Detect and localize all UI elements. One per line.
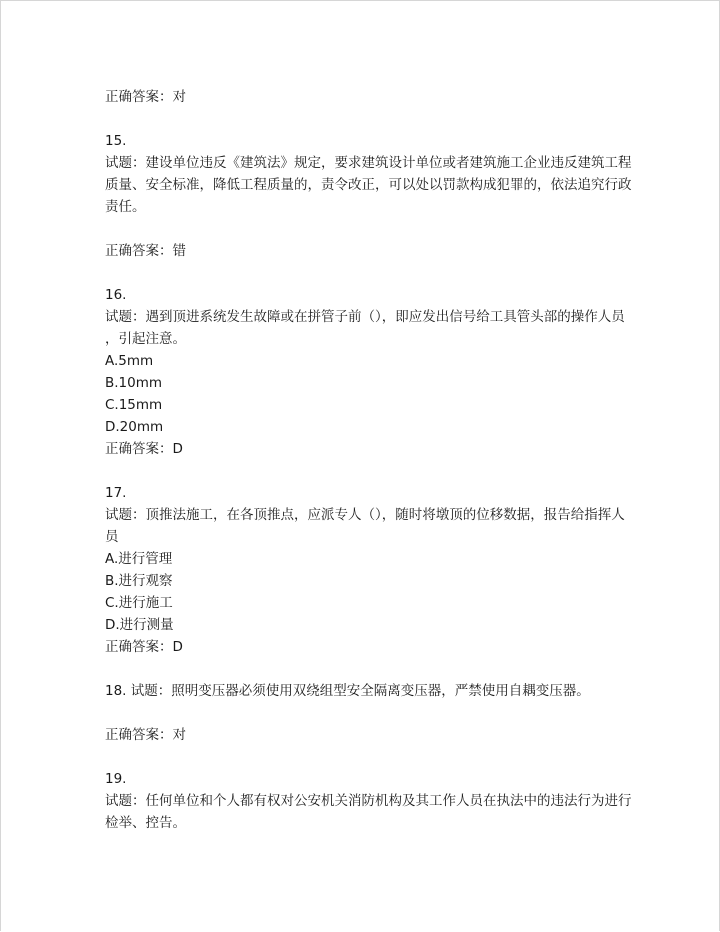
question-18 bbox=[105, 680, 625, 746]
answer-line: 正确答案：错 bbox=[105, 243, 186, 259]
answer-line: 正确答案：对 bbox=[105, 89, 186, 105]
question-text-line: 试题：顶推法施工，在各顶推点，应派专人（），随时将墩顶的位移数据，报告给指挥人 bbox=[105, 507, 625, 523]
answer-line: 正确答案：D bbox=[105, 441, 183, 457]
question-text-line: 员 bbox=[105, 529, 119, 545]
option-a: A.5mm bbox=[105, 353, 154, 369]
question-text-line: 试题：建设单位违反《建筑法》规定，要求建筑设计单位或者建筑施工企业违反建筑工程 bbox=[105, 155, 632, 171]
option-b: B.进行观察 bbox=[105, 573, 173, 589]
question-text-line: 试题：任何单位和个人都有权对公安机关消防机构及其工作人员在执法中的违法行为进行 bbox=[105, 793, 632, 809]
option-c: C.进行施工 bbox=[105, 595, 173, 611]
question-text-line: 试题：遇到顶进系统发生故障或在拼管子前（），即应发出信号给工具管头部的操作人员 bbox=[105, 309, 625, 325]
question-19 bbox=[105, 768, 632, 834]
question-text-line: 质量、安全标准，降低工程质量的，责令改正，可以处以罚款构成犯罪的，依法追究行政 bbox=[105, 177, 632, 193]
question-text-line: 18. 试题：照明变压器必须使用双绕组型安全隔离变压器，严禁使用自耦变压器。 bbox=[105, 683, 590, 699]
answer-line: 正确答案：对 bbox=[105, 727, 186, 743]
question-text-line: 责任。 bbox=[105, 199, 146, 215]
question-text-line: 检举、控告。 bbox=[105, 815, 186, 831]
question-15 bbox=[105, 130, 632, 262]
question-number: 16. bbox=[105, 287, 127, 303]
question-text-line: ，引起注意。 bbox=[105, 331, 186, 347]
option-b: B.10mm bbox=[105, 375, 163, 391]
question-number: 17. bbox=[105, 485, 127, 501]
option-d: D.进行测量 bbox=[105, 617, 174, 633]
option-d: D.20mm bbox=[105, 419, 164, 435]
option-a: A.进行管理 bbox=[105, 551, 173, 567]
question-16 bbox=[105, 284, 625, 460]
question-number: 15. bbox=[105, 133, 127, 149]
question-number: 19. bbox=[105, 771, 127, 787]
document-body bbox=[105, 86, 632, 834]
question-17 bbox=[105, 482, 625, 658]
option-c: C.15mm bbox=[105, 397, 163, 413]
answer-line: 正确答案：D bbox=[105, 639, 183, 655]
